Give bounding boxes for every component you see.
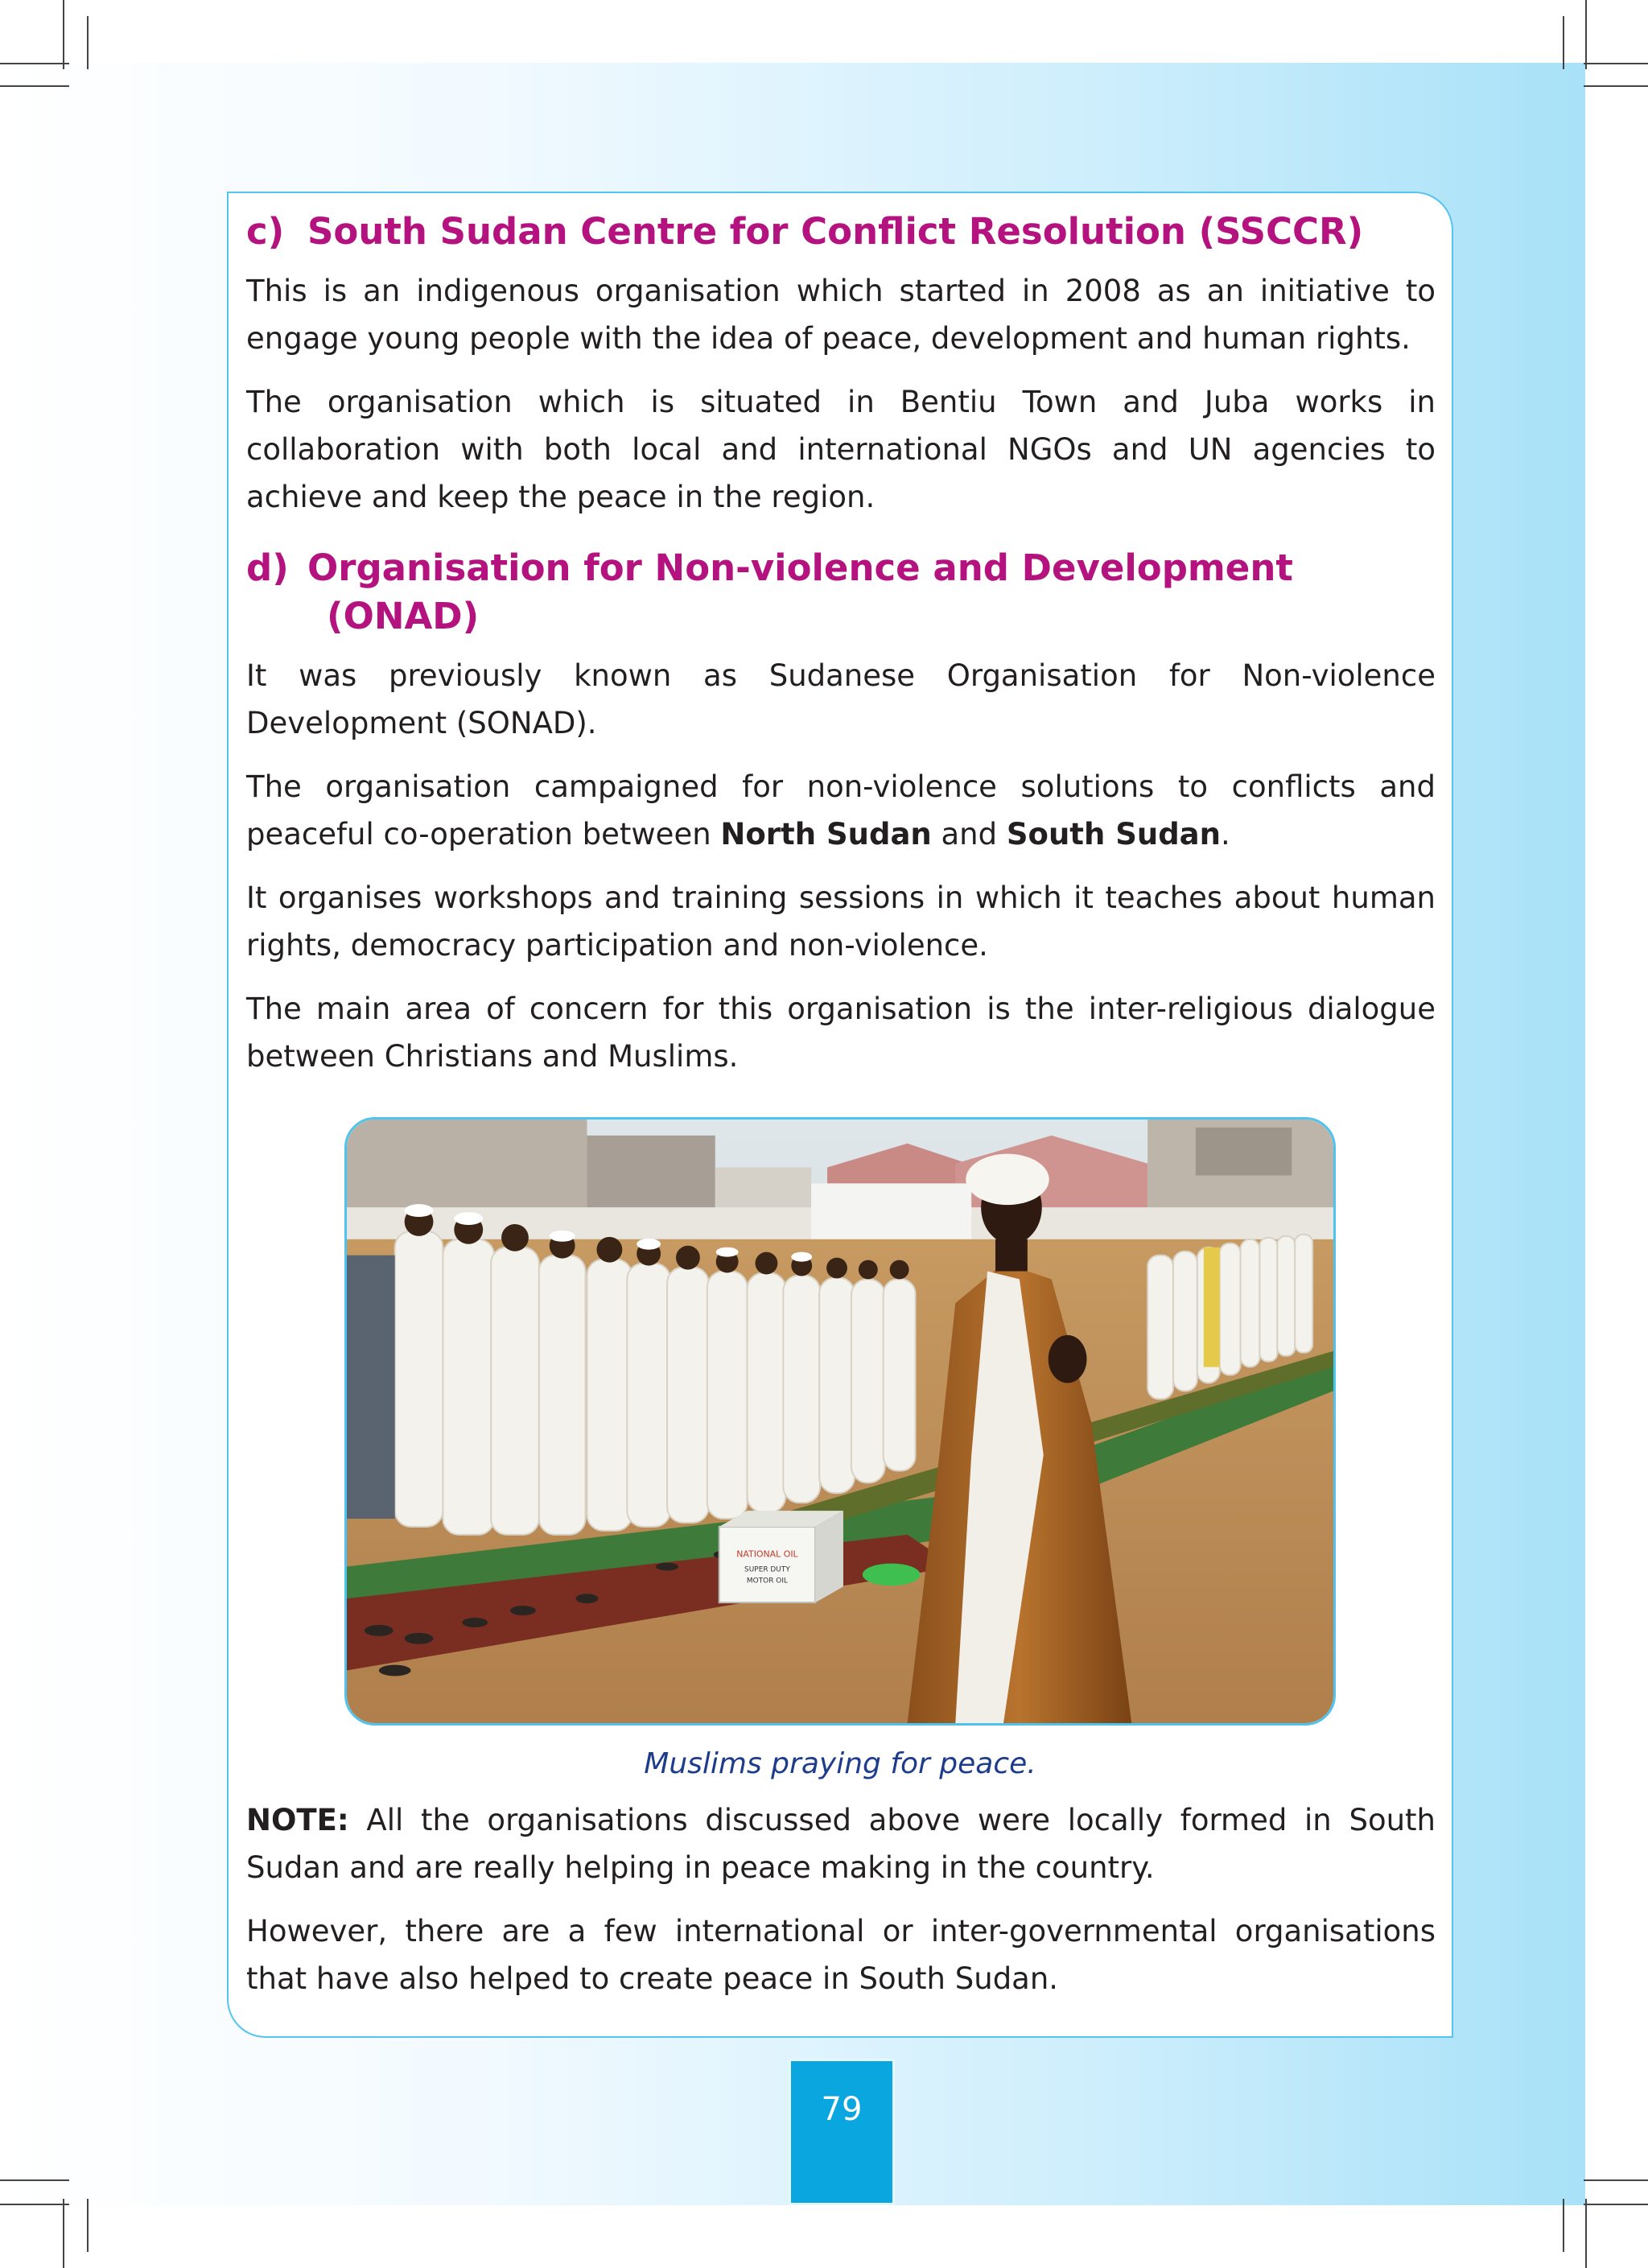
page-number: 79	[821, 2091, 863, 2128]
section-d-paragraph-3: It organises workshops and training sessions in which it teaches about human rights, democracy participation and non-violence.	[246, 880, 1436, 963]
box-label-1: NATIONAL OIL	[736, 1548, 798, 1560]
crop-mark	[0, 85, 69, 87]
note-label: NOTE:	[246, 1803, 349, 1837]
box-label-3: MOTOR OIL	[746, 1577, 788, 1586]
section-c-title: South Sudan Centre for Conflict Resolution (SSCCR)	[307, 210, 1364, 253]
section-d-letter: d)	[246, 546, 289, 589]
crop-mark	[1584, 63, 1648, 64]
section-d-heading	[246, 544, 1293, 641]
crop-mark	[1585, 0, 1587, 69]
section-d-paragraph-2-mid: and	[931, 817, 1007, 852]
section-c-letter: c)	[246, 210, 285, 253]
crop-mark	[0, 2204, 69, 2205]
crop-mark	[1584, 2179, 1648, 2181]
closing-paragraph: However, there are a few international or inter-governmental organisations that have also helped to create peace in South Sudan.	[246, 1914, 1436, 1996]
box-label-2: SUPER DUTY	[744, 1565, 790, 1574]
section-c-heading	[246, 208, 1363, 256]
crop-mark	[1585, 2199, 1587, 2268]
crop-mark	[63, 2199, 64, 2268]
south-sudan-emphasis: South Sudan	[1006, 817, 1221, 852]
prayer-photo	[344, 1117, 1336, 1726]
crop-mark	[63, 0, 64, 69]
section-d-paragraph-4: The main area of concern for this organisation is the inter-religious dialogue between Christians and Muslims.	[246, 992, 1436, 1074]
crop-mark	[87, 16, 89, 69]
section-c-paragraph-1: This is an indigenous organisation which started in 2008 as an initiative to engage young people with the idea of peace, development and human rights.	[246, 274, 1436, 356]
crop-mark	[1563, 16, 1564, 69]
crop-mark	[0, 2179, 69, 2181]
section-d-title-line-1: Organisation for Non-violence and Development	[307, 546, 1293, 589]
prayer-photo-illustration	[347, 1120, 1333, 1723]
crop-mark	[1584, 85, 1648, 87]
north-sudan-emphasis: North Sudan	[720, 817, 932, 852]
section-d-paragraph-2-start: The organisation campaigned for non-violence solutions to conflicts and peaceful co-operation between	[246, 769, 1436, 852]
section-c-paragraph-2: The organisation which is situated in Bentiu Town and Juba works in collaboration with both local and international NGOs and UN agencies to achieve and keep the peace in the region.	[246, 385, 1436, 514]
crop-mark	[87, 2199, 89, 2252]
section-d-paragraph-1: It was previously known as Sudanese Organisation for Non-violence Development (SONAD).	[246, 658, 1436, 740]
note-text: All the organisations discussed above were locally formed in South Sudan and are really helping in peace making in the country.	[246, 1803, 1436, 1885]
crop-mark	[1563, 2199, 1564, 2252]
section-d-paragraph-2	[246, 763, 1436, 858]
crop-mark	[1584, 2204, 1648, 2205]
note-paragraph	[246, 1796, 1436, 1891]
section-d-title-line-2: (ONAD)	[327, 595, 480, 637]
section-d-paragraph-2-end: .	[1221, 817, 1230, 852]
photo-caption: Muslims praying for peace.	[644, 1747, 1036, 1780]
crop-mark	[0, 63, 69, 64]
page-number-tab	[789, 2059, 895, 2205]
